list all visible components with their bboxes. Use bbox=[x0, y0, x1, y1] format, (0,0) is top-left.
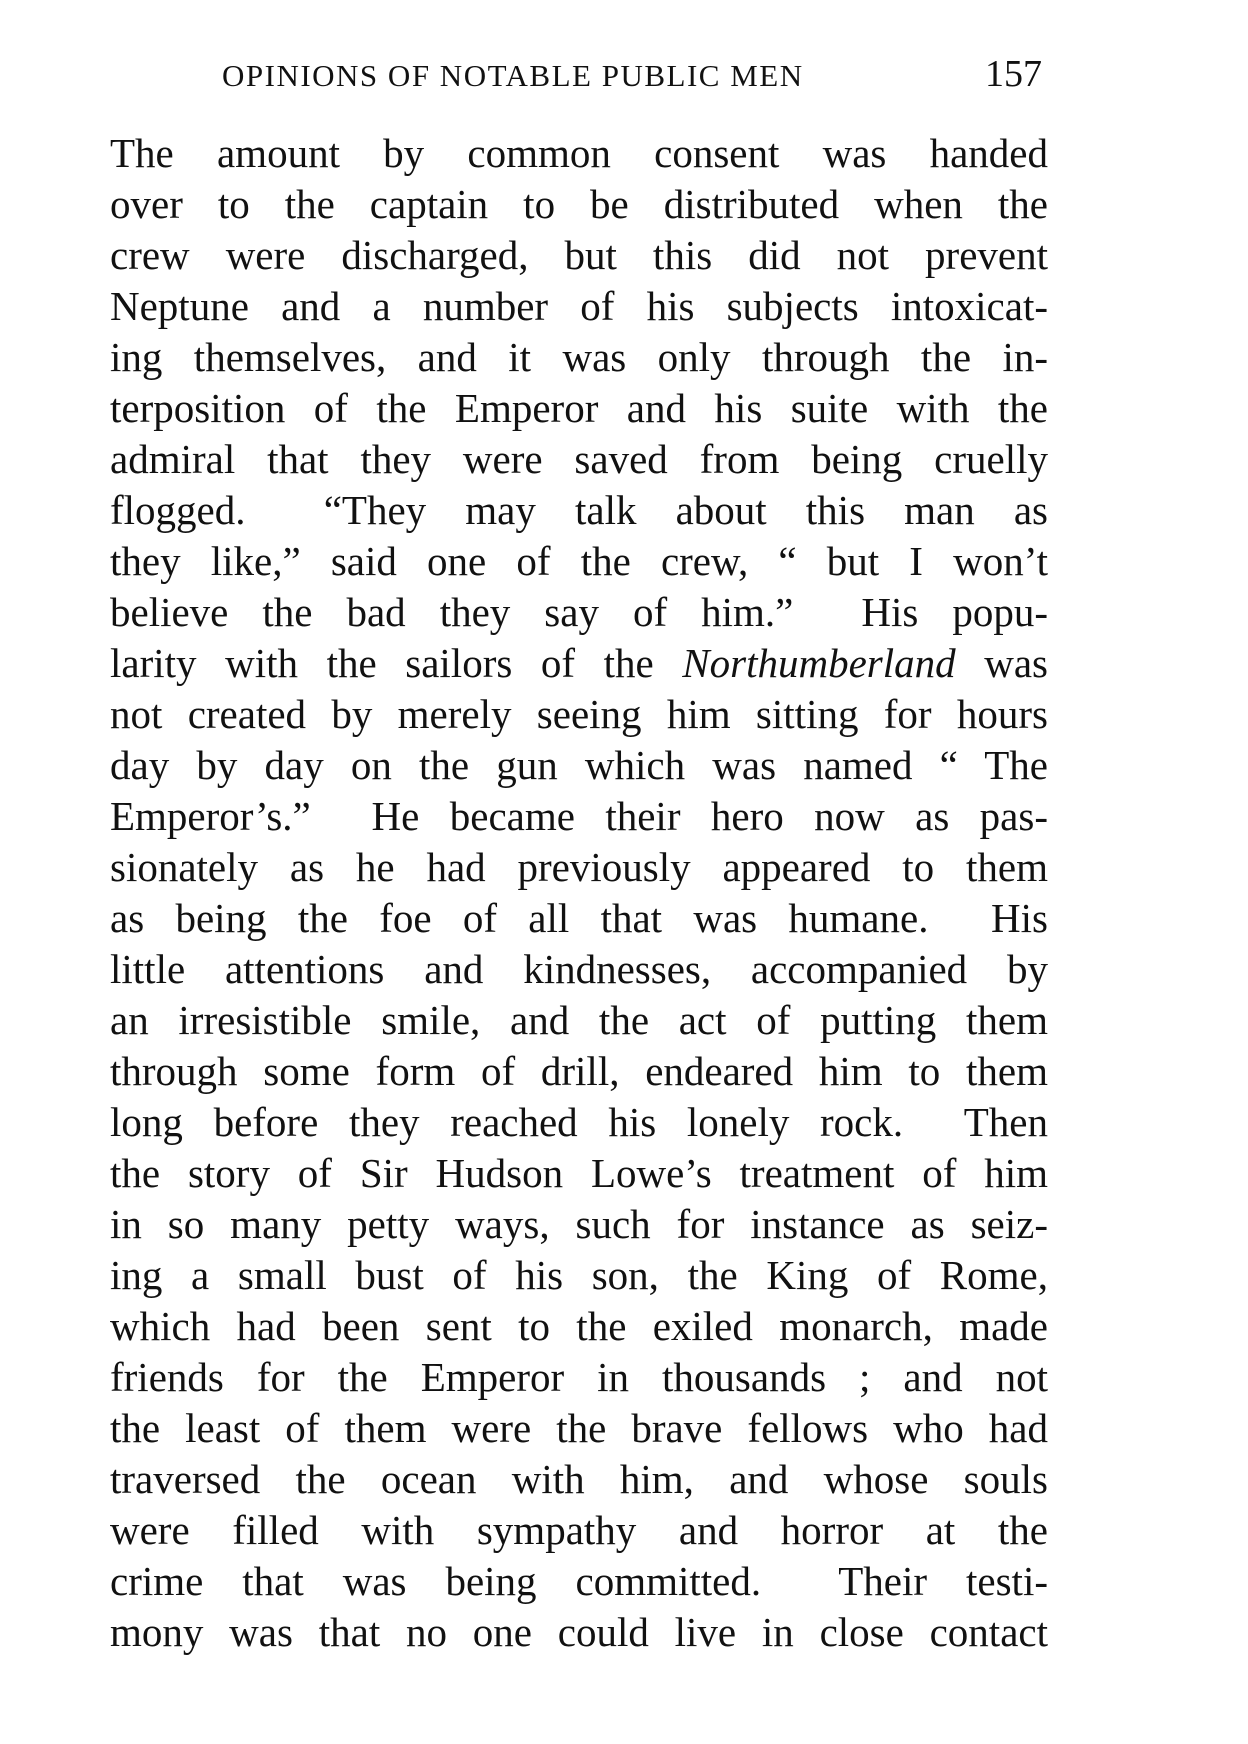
text-line bbox=[110, 587, 1048, 638]
text-segment: flogged. “They may talk about this man as bbox=[110, 487, 1048, 533]
text-line bbox=[110, 1505, 1048, 1556]
text-segment: over to the captain to be distributed when the bbox=[110, 181, 1048, 227]
text-segment: larity with the sailors of the bbox=[110, 640, 683, 686]
text-line bbox=[110, 1301, 1048, 1352]
text-segment: day by day on the gun which was named “ The bbox=[110, 742, 1048, 788]
text-line bbox=[110, 1403, 1048, 1454]
text-line bbox=[110, 1199, 1048, 1250]
text-segment: sionately as he had previously appeared to them bbox=[110, 844, 1048, 890]
text-line bbox=[110, 893, 1048, 944]
text-line bbox=[110, 1556, 1048, 1607]
text-segment: they like,” said one of the crew, “ but I won’t bbox=[110, 538, 1048, 584]
text-line bbox=[110, 1352, 1048, 1403]
text-line bbox=[110, 740, 1048, 791]
text-segment: mony was that no one could live in close contact bbox=[110, 1609, 1048, 1655]
italic-ship-name: Northumberland bbox=[682, 640, 956, 686]
text-line bbox=[110, 383, 1048, 434]
text-segment: the story of Sir Hudson Lowe’s treatment of him bbox=[110, 1150, 1048, 1196]
text-segment: ing themselves, and it was only through the in- bbox=[110, 334, 1048, 380]
text-line bbox=[110, 944, 1048, 995]
text-segment: ing a small bust of his son, the King of Rome, bbox=[110, 1252, 1048, 1298]
text-segment: little attentions and kindnesses, accompanied by bbox=[110, 946, 1048, 992]
text-line bbox=[110, 842, 1048, 893]
text-line bbox=[110, 1046, 1048, 1097]
text-segment: an irresistible smile, and the act of putting them bbox=[110, 997, 1048, 1043]
text-line bbox=[110, 995, 1048, 1046]
text-line bbox=[110, 281, 1048, 332]
text-line bbox=[110, 434, 1048, 485]
text-segment: friends for the Emperor in thousands ; and not bbox=[110, 1354, 1048, 1400]
text-segment: terposition of the Emperor and his suite with the bbox=[110, 385, 1048, 431]
text-segment: was bbox=[955, 640, 1049, 686]
text-segment: through some form of drill, endeared him to them bbox=[110, 1048, 1048, 1094]
text-segment: as being the foe of all that was humane. His bbox=[110, 895, 1048, 941]
text-segment: the least of them were the brave fellows who had bbox=[110, 1405, 1048, 1451]
text-line bbox=[110, 230, 1048, 281]
text-line bbox=[110, 179, 1048, 230]
text-segment: were filled with sympathy and horror at the bbox=[110, 1507, 1048, 1553]
text-segment: crime that was being committed. Their testi- bbox=[110, 1558, 1048, 1604]
text-line bbox=[110, 791, 1048, 842]
text-segment: long before they reached his lonely rock. Then bbox=[110, 1099, 1048, 1145]
text-line bbox=[110, 332, 1048, 383]
text-line bbox=[110, 485, 1048, 536]
text-segment: traversed the ocean with him, and whose souls bbox=[110, 1456, 1048, 1502]
text-line bbox=[110, 689, 1048, 740]
text-segment: not created by merely seeing him sitting for hours bbox=[110, 691, 1048, 737]
text-line bbox=[110, 1454, 1048, 1505]
text-line bbox=[110, 1097, 1048, 1148]
running-head bbox=[222, 52, 1042, 102]
page-number: 157 bbox=[985, 53, 1042, 95]
text-line bbox=[110, 1250, 1048, 1301]
text-segment: Emperor’s.” He became their hero now as pas- bbox=[110, 793, 1048, 839]
text-segment: believe the bad they say of him.” His popu- bbox=[110, 589, 1048, 635]
text-segment: crew were discharged, but this did not prevent bbox=[110, 232, 1048, 278]
text-segment: admiral that they were saved from being cruelly bbox=[110, 436, 1048, 482]
text-line bbox=[110, 638, 1048, 689]
running-title: OPINIONS OF NOTABLE PUBLIC MEN bbox=[222, 58, 804, 93]
text-segment: in so many petty ways, such for instance as seiz- bbox=[110, 1201, 1048, 1247]
text-segment: The amount by common consent was handed bbox=[110, 130, 1048, 176]
text-segment: Neptune and a number of his subjects intoxicat- bbox=[110, 283, 1048, 329]
text-line bbox=[110, 1148, 1048, 1199]
text-line bbox=[110, 128, 1048, 179]
text-segment: which had been sent to the exiled monarch, made bbox=[110, 1303, 1048, 1349]
text-line bbox=[110, 1607, 1048, 1658]
text-line bbox=[110, 536, 1048, 587]
body-text bbox=[110, 128, 1048, 1658]
